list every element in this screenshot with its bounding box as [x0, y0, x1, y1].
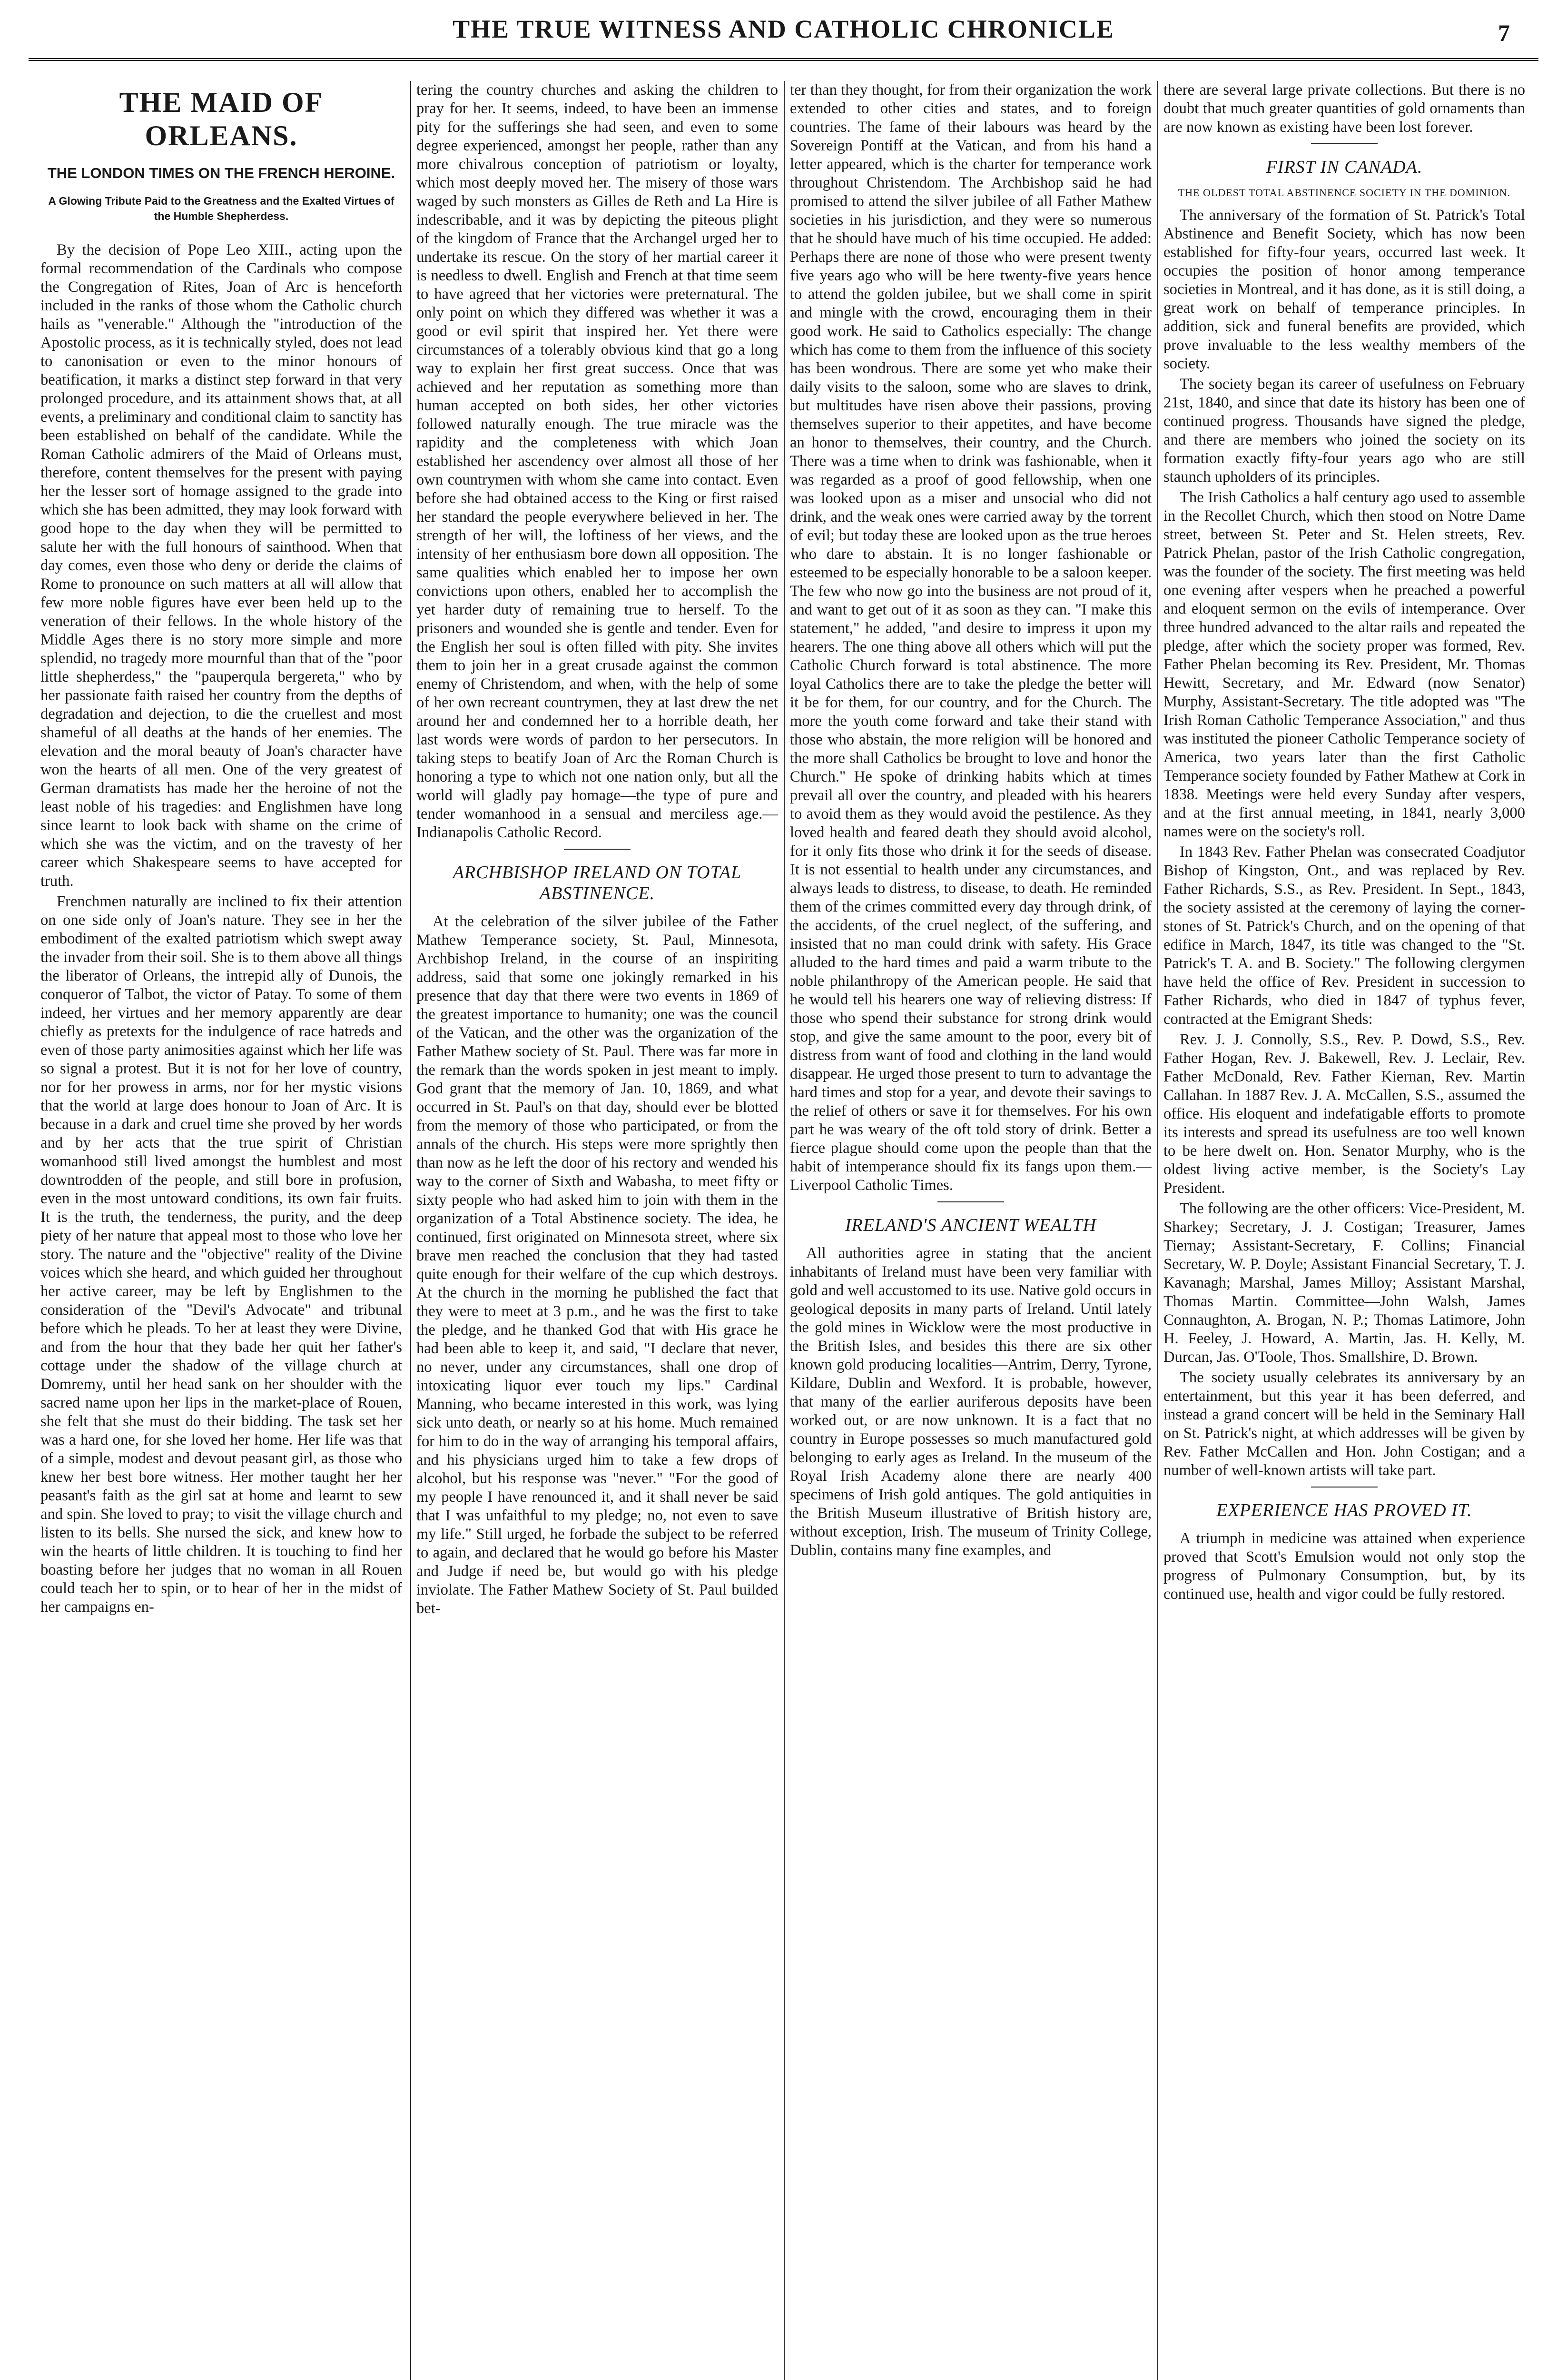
paragraph: All authorities agree in stating that the ancient inhabitants of Ireland must have been very familiar with gold and well accustomed to its use. Native gold occurs in geological deposits in many parts of Ireland. Until lately the gold mines in Wicklow were the most productive in the British Isles, and besides this there are six other known gold producing localities—Antrim, Derry, Tyrone, Kildare, Dublin and Wexford. It is probable, however, that many of the earlier auriferous deposits have been worked out, or are now unknown. It is a fact that no country in Europe possesses so much manufactured gold belonging to early ages as Ireland. In the museum of the Royal Irish Academy alone there are nearly 400 specimens of Irish gold antiques. The gold antiquities in the British Museum illustrative of British history are, without exception, Irish. The museum of Trinity College, Dublin, contains many fine examples, and — [790, 1245, 1152, 1559]
article-headline: IRELAND'S ANCIENT WEALTH — [845, 1215, 1097, 1235]
column-1 — [40, 81, 402, 2380]
column-2 — [416, 81, 778, 2380]
paragraph: The anniversary of the formation of St. Patrick's Total Abstinence and Benefit Society, which has now been established for fifty-four years, occurred last week. It occupies the position of honor among temperance societies in Montreal, and it has done, as it is still doing, a great work on behalf of temperance principles. In addition, sick and funeral benefits are provided, which prove invaluable to the less wealthy members of the society. — [1163, 207, 1525, 372]
paragraph: Frenchmen naturally are inclined to fix their attention on one side only of Joan's nature. They see in her the embodiment of the exalted patriotism which swept away the invader from their soil. She is to them above all things the liberator of Orleans, the intrepid ally of Dunois, the conqueror of Talbot, the victor of Patay. To some of them indeed, her virtues and her memory apparently are dear chiefly as pretexts for the indulgence of race hatreds and even of those party animosities against which her life was so signal a protest. But it is not for her love of country, nor for her prowess in arms, nor for her mystic visions that the world at large does honour to Joan of Arc. It is because in a dark and cruel time she proved by her words and by her acts that the true spirit of Christian womanhood still lived amongst the humblest and most downtrodden of the people, and still bore in profusion, even in the most untoward conditions, its own fair fruits. It is the truth, the tenderness, the purity, and the deep piety of her nature that appeal most to those who love her story. The nature and the "objective" reality of the Divine voices which she heard, and which guided her throughout her active career, may be left by Englishmen to the consideration of the "Devil's Advocate" and tribunal before which he pleads. To her at least they were Divine, and from the hour that they bade her quit her father's cottage under the shadow of the village church at Domremy, until her head sank on her shoulder with the sacred name upon her lips in the market-place of Rouen, she felt that she must do their bidding. The task set her was a hard one, for she loved her home. Her life was that of a simple, modest and devout peasant girl, as those who knew her best bore witness. Her mother taught her her peasant's faith as the girl sat at home and learnt to sew and spin. She loved to pray; to visit the village church and listen to its bells. She nursed the sick, and knew how to win the hearts of little children. It is touching to find her boasting before her judges that no woman in all Rouen could teach her to spin, or to hear of her in the midst of her campaigns en- — [40, 893, 402, 1616]
page-number: 7 — [1498, 20, 1510, 46]
paragraph: A triumph in medicine was attained when experience proved that Scott's Emulsion would not only stop the progress of Pulmonary Consumption, but, by its continued use, health and vigor could be fully restored. — [1163, 1530, 1525, 1603]
article-subhead: THE OLDEST TOTAL ABSTINENCE SOCIETY IN THE DOMINION. — [1178, 187, 1511, 198]
paragraph: ter than they thought, for from their organization the work extended to other cities and states, and to foreign countries. The fame of their labours was heard by the Sovereign Pontiff at the Vatican, and from his hand a letter appeared, which is the charter for temperance work throughout Christendom. The Archbishop said he had promised to attend the silver jubilee of all Father Mathew societies in his jurisdiction, and they were so numerous that he should have much of his time occupied. He added: Perhaps there are none of those who were present twenty five years ago who will be here twenty-five years hence to attend the golden jubilee, but we shall come in spirit and mingle with the crowd, encouraging them in their good work. He said to Catholics especially: The change which has come to them from the influence of this society has been wondrous. There are some yet who make their daily visits to the saloon, some who are slaves to drink, but multitudes have risen above their passions, proving themselves superior to their appetites, and have become an honor to themselves, their country, and the Church. There was a time when to drink was fashionable, when it was regarded as a proof of good fellowship, when one was looked upon as a miser and unsocial who did not drink, and the weak ones were carried away by the torrent of evil; but today these are looked upon as the true heroes who dare to abstain. It is no longer fashionable or esteemed to be especially honorable to be a saloon keeper. The few who now go into the business are not proud of it, and want to get out of it as soon as they can. "I make this statement," he added, "and desire to impress it upon my hearers. The one thing above all others which will put the Catholic Church forward is total abstinence. The more loyal Catholics there are to take the pledge the better will it be for them, for our country, and for the Church. The more the youth come forward and take their stand with those who abstain, the more religion will be honored and the more shall Catholics be brought to love and honor the Church." He spoke of drinking habits which at times prevail all over the country, and pleaded with his hearers to avoid them as they would avoid the pestilence. As they loved health and feared death they should avoid alcohol, for it only fits those who drink it for the seeds of disease. It is not essential to health under any circumstances, and always leads to distress, to disease, to death. He reminded them of the crimes committed every day through drink, of the accidents, of the cruel neglect, of the suffering, and insisted that no man could drink with safety. His Grace alluded to the hard times and paid a warm tribute to the noble philanthropy of the American people. He said that he would tell his hearers one way of relieving distress: If those who spend their substance for strong drink would stop, and give the same amount to the poor, every bit of distress from want of food and clothing in the land would disappear. He urged those present to turn to advantage the hard times and stop for a year, and devote their savings to the relief of others or save it for themselves. For his own part he was weary of the oft told story of drink. Better a fierce plague should come upon the people than that the habit of intemperance should fix its fangs upon them.—Liverpool Catholic Times. — [790, 81, 1152, 1194]
article-headline: THE MAID OF ORLEANS. — [119, 87, 324, 151]
paragraph: Rev. J. J. Connolly, S.S., Rev. P. Dowd, S.S., Rev. Father Hogan, Rev. J. Bakewell, Rev. J. Leclair, Rev. Father McDonald, Rev. Father Kiernan, Rev. Martin Callahan. In 1887 Rev. J. A. McCallen, S.S., assumed the office. His eloquent and indefatigable efforts to promote its interests and spread its usefulness are too well known to be here dwelt on. Hon. Senator Murphy, who is the oldest living active member, is the Society's Lay President. — [1163, 1031, 1525, 1197]
paragraph: there are several large private collections. But there is no doubt that much greater quantities of gold ornaments than are now known as existing have been lost forever. — [1163, 81, 1525, 136]
column-divider — [1157, 81, 1158, 2380]
section-rule — [937, 1201, 1004, 1202]
column-4 — [1163, 81, 1525, 2380]
section-rule — [1311, 143, 1378, 144]
column-3 — [790, 81, 1152, 2380]
section-rule — [564, 849, 631, 850]
paragraph: In 1843 Rev. Father Phelan was consecrated Coadjutor Bishop of Kingston, Ont., and was replaced by Rev. Father Richards, S.S., as Rev. President. In Sept., 1843, the society assisted at the ceremony of laying the corner-stones of St. Patrick's Church, and on the opening of that edifice in March, 1847, its title was changed to the "St. Patrick's T. A. and B. Society." The following clergymen have held the office of Rev. President in succession to Father Richards, who died in 1847 of typhus fever, contracted at the Emigrant Sheds: — [1163, 843, 1525, 1028]
paragraph: tering the country churches and asking the children to pray for her. It seems, indeed, to have been an immense pity for the sufferings she had seen, and even to some degree experienced, amongst her people, rather than any more chivalrous conception of patriotism or loyalty, which most deeply moved her. The misery of those wars waged by such monsters as Gilles de Reth and La Hire is indescribable, and it was by depicting the piteous plight of the kingdom of France that the Archangel urged her to undertake its rescue. On the story of her martial career it is needless to dwell. English and French at that time seem to have agreed that her victories were preternatural. The only point on which they differed was whether it was a good or evil spirit that inspired her. Yet there were circumstances of a tolerably obvious kind that go a long way to explain her first great success. Once that was achieved and her reputation as something more than human accepted on both sides, her other victories followed naturally enough. The true miracle was the rapidity and the completeness with which Joan established her ascendency over almost all those of her own countrymen with whom she came into contact. Even before she had obtained access to the King or first raised her standard the people everywhere believed in her. The strength of her will, the loftiness of her views, and the intensity of her enthusiasm bore down all opposition. The same qualities which enabled her to impose her own convictions upon others, enabled her to accomplish the yet harder duty of remaining true to herself. To the prisoners and wounded she is gentle and tender. Even for the English her soul is often filled with pity. She invites them to join her in a great crusade against the common enemy of Christendom, and when, with the help of some of her own recreant countrymen, they at last drew the net around her and condemned her to a horrible death, her last words were words of pardon to her persecutors. In taking steps to beatify Joan of Arc the Roman Church is honoring a type to which not one nation only, but all the world will gladly pay homage—the type of pure and tender womanhood in a sensual and merciless age.—Indianapolis Catholic Record. — [416, 81, 778, 841]
paragraph: The society usually celebrates its anniversary by an entertainment, but this year it has been deferred, and instead a grand concert will be held in the Seminary Hall on St. Patrick's night, at which addresses will be given by Rev. Father McCallen and Hon. John Costigan; and a number of well-known artists will take part. — [1163, 1369, 1525, 1479]
article-headline: ARCHBISHOP IRELAND ON TOTAL ABSTINENCE. — [453, 863, 742, 903]
column-divider — [784, 81, 785, 2380]
paragraph: The following are the other officers: Vice-President, M. Sharkey; Secretary, J. J. Costigan; Treasurer, James Tiernay; Assistant-Secretary, F. Collins; Financial Secretary, W. P. Doyle; Assistant Financial Secretary, T. J. Kavanagh; Marshal, James Milloy; Assistant Marshal, Thomas Martin. Committee—John Walsh, James Connaughton, A. Brogan, N. P.; Thomas Latimore, John H. Feeley, J. Howard, A. Martin, Jas. H. Kelly, M. Durcan, Jas. O'Toole, Thos. Smallshire, D. Brown. — [1163, 1200, 1525, 1366]
paragraph: By the decision of Pope Leo XIII., acting upon the formal recommendation of the Cardinals who compose the Congregation of Rites, Joan of Arc is henceforth included in the ranks of those whom the Catholic church hails as "venerable." Although the "introduction of the Apostolic process, as it is technically styled, does not lead to canonisation or even to the minor honours of beatification, it marks a distinct step forward in that very prolonged procedure, and its attainment shows that, at all events, a preliminary and conditional claim to sanctity has been established on behalf of the candidate. While the Roman Catholic admirers of the Maid of Orleans must, therefore, content themselves for the present with paying her the lesser sort of homage assigned to the grade into which she has been admitted, they may look forward with good hope to the day when they will be permitted to salute her with the full honours of sainthood. When that day comes, even those who deny or deride the claims of Rome to pronounce on such matters at all will allow that few more noble figures have ever been held up to the veneration of their fellows. In the whole history of the Middle Ages there is no story more simple and more splendid, no tragedy more mournful than that of the "poor little shepherdess," the "pauperqula bergereta," who by her passionate faith raised her country from the depths of degradation and dejection, to die the cruellest and most shameful of all deaths at the hands of her enemies. The elevation and the moral beauty of Joan's character have won the hearts of all men. One of the very greatest of German dramatists has made her the heroine of not the least noble of his tragedies: and Englishmen have long since learnt to look back with shame on the crime of which she was the victim, and on the travesty of her career which Shakespeare seems to have accepted for truth. — [40, 241, 402, 890]
article-headline: FIRST IN CANADA. — [1266, 157, 1423, 177]
newspaper-title: THE TRUE WITNESS AND CATHOLIC CHRONICLE — [453, 15, 1114, 43]
article-deck: A Glowing Tribute Paid to the Greatness and the Exalted Virtues of the Humble Shepherdess. — [48, 195, 394, 222]
section-rule — [1311, 1487, 1378, 1488]
paragraph: The society began its career of usefulness on February 21st, 1840, and since that date its history has been one of continued progress. Thousands have signed the pledge, and there are members who joined the society on its formation exactly fifty-four years ago who are still staunch upholders of its principles. — [1163, 376, 1525, 486]
column-divider — [410, 81, 411, 2380]
masthead-rule — [29, 58, 1538, 61]
paragraph: The Irish Catholics a half century ago used to assemble in the Recollet Church, which then stood on Notre Dame street, between St. Peter and St. Helen streets, Rev. Patrick Phelan, pastor of the Irish Catholic congregation, was the founder of the society. The first meeting was held one evening after vespers when he preached a powerful and eloquent sermon on the evils of intemperance. Over three hundred advanced to the altar rails and repeated the pledge, after which the society proper was formed, Rev. Father Phelan becoming its Rev. President, Mr. Thomas Hewitt, Secretary, and Mr. Edward (now Senator) Murphy, Assistant-Secretary. The title adopted was "The Irish Roman Catholic Temperance Association," and thus was instituted the pioneer Catholic Temperance society of America, two years later than the first Catholic Temperance society founded by Father Mathew at Cork in 1838. Meetings were held every Sunday after vespers, and at the first annual meeting, in 1841, nearly 3,000 names were on the society's roll. — [1163, 489, 1525, 840]
paragraph: At the celebration of the silver jubilee of the Father Mathew Temperance society, St. Paul, Minnesota, Archbishop Ireland, in the course of an inspiriting address, said that some one jokingly remarked in his presence that day that there were two events in 1869 of the greatest importance to humanity; one was the council of the Vatican, and the other was the organization of the Father Mathew society of St. Paul. There was far more in the remark than the words spoken in jest meant to imply. God grant that the memory of Jan. 10, 1869, and what occurred in St. Paul's on that day, should ever be blotted from the memory of those who participated, or from the annals of the church. His steps were more sprightly then than now as he left the door of his rectory and wended his way to the corner of Sixth and Wabasha, to meet fifty or sixty people who had asked him to join with them in the organization of a Total Abstinence society. The idea, he continued, first originated on Minnesota street, where six brave men reached the conclusion that they had tasted quite enough for their welfare of the cup which destroys. At the church in the morning he published the fact that they were to meet at 3 p.m., and he was the first to take the pledge, and he thanked God that with His grace he had been able to keep it, and said, "I declare that never, no never, under any circumstances, shall one drop of intoxicating liquor ever touch my lips." Cardinal Manning, who became interested in this work, was lying sick unto death, or nearly so at his home. Much remained for him to do in the way of arranging his temporal affairs, and his physicians urged him to take a few drops of alcohol, but his response was "never." "For the good of my people I have renounced it, and it shall never be said that I was unfaithful to my pledge; no, not even to save my life." Still urged, he forbade the subject to be referred to again, and declared that he would go before his Master and Judge if need be, but would go with his pledge inviolate. The Father Mathew Society of St. Paul builded bet- — [416, 913, 778, 1617]
article-subhead: THE LONDON TIMES ON THE FRENCH HEROINE. — [47, 165, 395, 181]
masthead — [29, 14, 1538, 71]
article-headline: EXPERIENCE HAS PROVED IT. — [1216, 1500, 1472, 1520]
